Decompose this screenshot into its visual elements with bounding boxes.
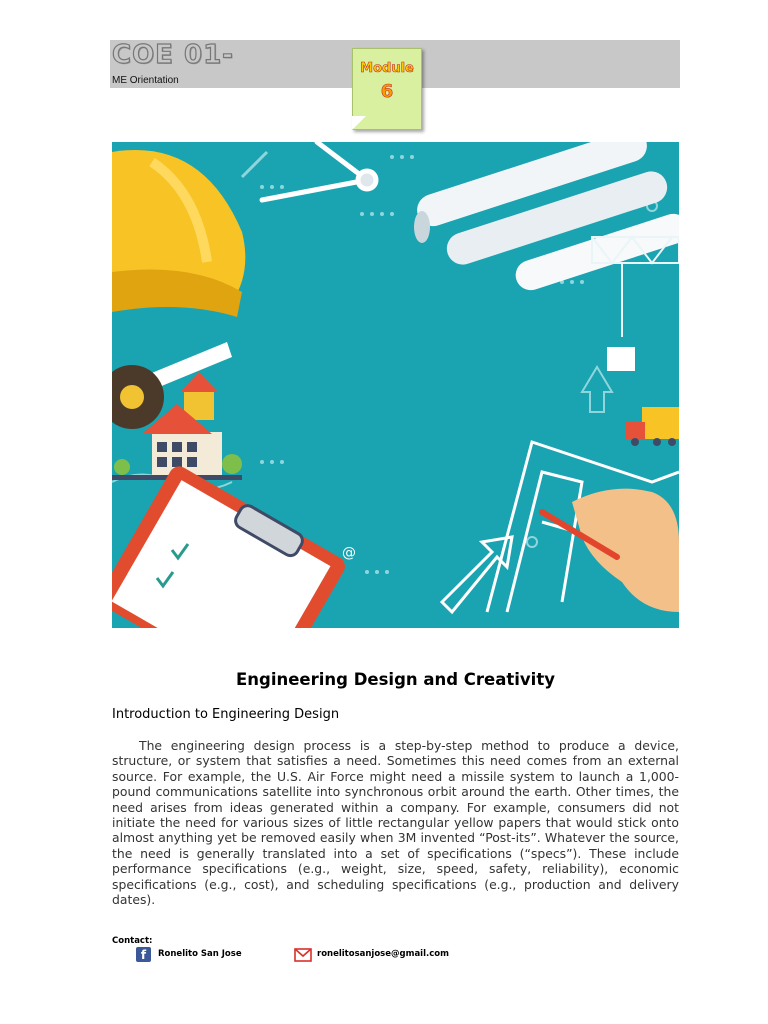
course-code: COE 01- bbox=[112, 40, 234, 70]
contact-email: ronelitosanjose@gmail.com bbox=[317, 949, 449, 959]
course-name: ME Orientation bbox=[112, 75, 179, 86]
document-title: Engineering Design and Creativity bbox=[236, 670, 555, 689]
mail-icon bbox=[294, 948, 312, 962]
body-paragraph: The engineering design process is a step-by-step method to produce a device, structure, or system that satisfies a need. Sometimes this need comes from an external source. For example, the U.S. Air Force might need a missile system to launch a 1,000-pound communications satellite into synchronous orbit around the earth. Other times, the need arises from ideas generated within a company. For example, consumers did not initiate the need for various sizes of little rectangular yellow papers that would stick onto almost anything yet be removed easily when 3M invented “Post-its”. Whatever the source, the need is generally translated into a set of specifications (“specs”). These include performance specifications (e.g., weight, size, speed, safety, reliability), economic specifications (e.g., cost), and scheduling specifications (e.g., production and delivery dates). bbox=[112, 738, 679, 908]
engineering-illustration bbox=[112, 142, 679, 628]
section-heading: Introduction to Engineering Design bbox=[112, 707, 340, 722]
facebook-icon: f bbox=[136, 947, 151, 962]
note-fold bbox=[352, 116, 366, 130]
crane-block bbox=[607, 347, 635, 371]
module-sticky-note bbox=[352, 48, 422, 130]
module-label: Module bbox=[360, 61, 414, 76]
contact-label: Contact: bbox=[112, 936, 153, 946]
at-symbol-icon: @ bbox=[342, 545, 356, 561]
module-number: 6 bbox=[380, 81, 394, 102]
contact-name: Ronelito San Jose bbox=[158, 949, 242, 959]
